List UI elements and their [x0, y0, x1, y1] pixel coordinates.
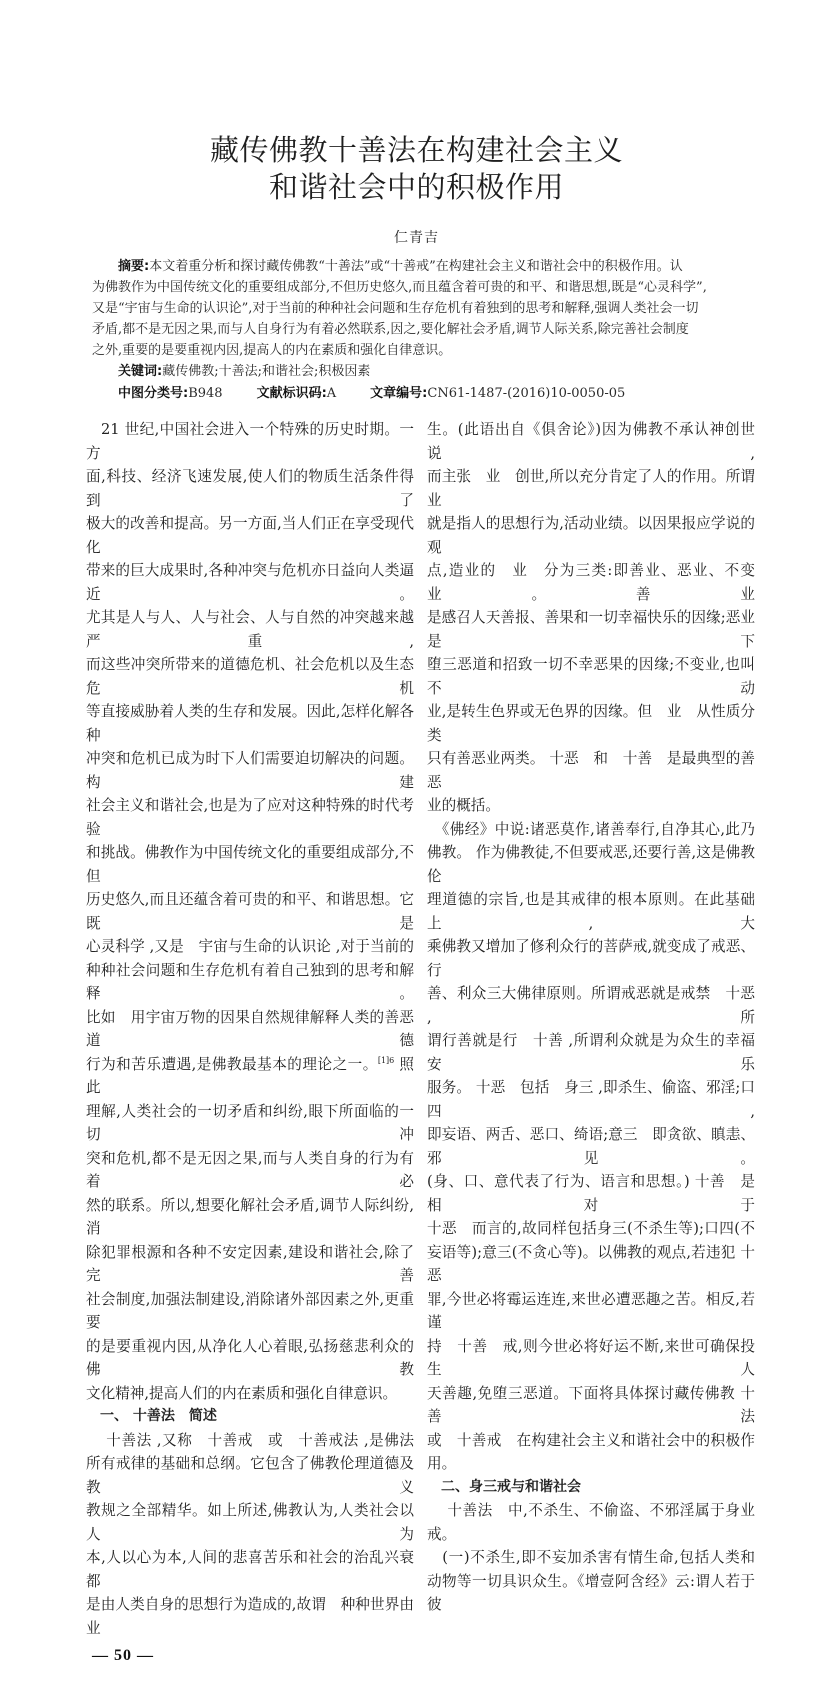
body-text-line — [86, 1429, 414, 1453]
citation-marker: [1]6 — [377, 1055, 395, 1065]
line-text: 只有善恶业两类。 十恶 和 十善 是最典型的善恶 — [427, 750, 755, 791]
line-text: 动物等一切具识众生。《增壹阿含经》云:谓人若于彼 — [427, 1572, 755, 1613]
body-text-line — [427, 935, 755, 982]
line-text: 乘佛教又增加了修利众行的菩萨戒,就变成了戒恶、行 — [427, 938, 755, 979]
clc-label: 中图分类号: — [118, 386, 189, 401]
line-text: 持 十善 戒,则今世必将好运不断,来世可确保投生人 — [427, 1337, 755, 1378]
section-heading — [86, 1405, 414, 1429]
body-text-line — [427, 606, 755, 653]
body-text-line — [86, 794, 414, 841]
line-text: 所有戒律的基础和总纲。它包含了佛教伦理道德及教义 — [86, 1455, 414, 1496]
body-text-line — [427, 1499, 755, 1546]
body-text-line — [86, 1241, 414, 1288]
line-text: 冲突和危机已成为时下人们需要迫切解决的问题。构建 — [86, 750, 414, 791]
body-text-line — [86, 653, 414, 700]
line-text: 十善法 中,不杀生、不偷盗、不邪淫属于身业戒。 — [427, 1502, 755, 1543]
line-text: 面,科技、经济飞速发展,使人们的物质生活条件得到了 — [86, 468, 414, 509]
line-text: 带来的巨大成果时,各种冲突与危机亦日益向人类逼近。 — [86, 562, 414, 603]
abstract-block — [92, 256, 748, 382]
line-text: 点,造业的 业 分为三类:即善业、恶业、不变业。善业 — [427, 562, 755, 603]
line-text: 种种社会问题和生存危机有着自己独到的思考和解释。 — [86, 961, 414, 1002]
section-heading — [427, 1476, 755, 1500]
line-text: 理解,人类社会的一切矛盾和纠纷,眼下所面临的一切冲 — [86, 1102, 414, 1143]
line-text: 《佛经》中说:诸恶莫作,诸善奉行,自净其心,此乃 — [427, 820, 755, 838]
document-code — [257, 384, 337, 404]
line-text: 尤其是人与人、人与社会、人与自然的冲突越来越严重, — [86, 609, 414, 650]
line-text: 理道德的宗旨,也是其戒律的根本原则。在此基础上,大 — [427, 891, 755, 932]
line-text: 或 十善戒 在构建社会主义和谐社会中的积极作用。 — [427, 1431, 755, 1472]
article-number-label: 文章编号: — [370, 386, 428, 401]
body-column-left — [86, 418, 414, 1640]
line-text: 是感召人天善报、善果和一切幸福快乐的因缘;恶业是下 — [427, 609, 755, 650]
body-text-line — [427, 982, 755, 1029]
article-title-line-1: 藏传佛教十善法在构建社会主义 — [209, 133, 623, 167]
body-text-line — [427, 794, 755, 818]
body-text-line — [86, 747, 414, 794]
body-text-line — [86, 1288, 414, 1335]
line-text: 业,是转生色界或无色界的因缘。但 业 从性质分类 — [427, 703, 755, 744]
body-text-line — [427, 465, 770, 512]
body-text-line — [86, 1499, 414, 1546]
line-text: 极大的改善和提高。另一方面,当人们正在享受现代化 — [86, 515, 414, 556]
line-text: (一)不杀生,即不妄加杀害有情生命,包括人类和 — [427, 1549, 755, 1566]
body-text-line — [427, 1217, 755, 1241]
body-text-line — [427, 1170, 755, 1217]
body-text-line — [86, 1194, 414, 1241]
document-code-value: A — [326, 386, 337, 401]
keywords-line — [92, 361, 748, 382]
body-text-line — [427, 1570, 755, 1617]
abstract-text: 本文着重分析和探讨藏传佛教“十善法”或“十善戒”在构建社会主义和谐社会中的积极作用。认 — [149, 259, 683, 274]
keywords-value: 藏传佛教;十善法;和谐社会;积极因素 — [162, 364, 371, 379]
line-text: 天善趣,免堕三恶道。下面将具体探讨藏传佛教 十善法 — [427, 1384, 755, 1425]
body-column-right — [427, 418, 770, 1617]
body-text-line — [427, 1382, 755, 1429]
abstract-label: 摘要: — [118, 259, 150, 274]
body-text-line — [86, 1006, 414, 1053]
line-text: 十善法 ,又称 十善戒 或 十善戒法 ,是佛法 — [86, 1431, 414, 1449]
body-text-line — [86, 1053, 414, 1100]
line-text: 行为和苦乐遭遇,是佛教最基本的理论之一。 — [86, 1055, 378, 1073]
body-text-line — [427, 1546, 755, 1570]
line-text: 社会主义和谐社会,也是为了应对这种特殊的时代考验 — [86, 797, 414, 838]
body-text-line — [86, 1100, 414, 1147]
line-text: 佛教。 作为佛教徒,不但要戒恶,还要行善,这是佛教伦 — [427, 844, 755, 885]
body-text-line — [427, 653, 755, 700]
body-text-line — [427, 1335, 755, 1382]
page-number: — 50 — — [92, 1647, 154, 1664]
body-text-line — [427, 1029, 755, 1076]
line-text: 堕三恶道和招致一切不幸恶果的因缘;不变业,也叫不动 — [427, 656, 755, 697]
line-text: 教规之全部精华。如上所述,佛教认为,人类社会以人为 — [86, 1502, 414, 1543]
line-text: 和挑战。佛教作为中国传统文化的重要组成部分,不但 — [86, 844, 414, 885]
clc-value: B948 — [188, 386, 223, 401]
article-number — [370, 384, 625, 404]
body-text-line — [427, 512, 755, 559]
line-text: 二、身三戒与和谐社会 — [427, 1478, 581, 1495]
body-text-line — [427, 841, 755, 888]
line-text: 21 世纪,中国社会进入一个特殊的历史时期。一方 — [86, 421, 414, 462]
body-text-line — [86, 559, 414, 606]
line-text: 而这些冲突所带来的道德危机、社会危机以及生态危机 — [86, 656, 414, 697]
line-text: 本,人以心为本,人间的悲喜苦乐和社会的治乱兴衰都 — [86, 1549, 414, 1590]
body-text-line — [86, 1546, 414, 1593]
article-number-value: CN61-1487-(2016)10-0050-05 — [427, 386, 626, 401]
abstract-line: 又是“宇宙与生命的认识论”,对于当前的种种社会问题和生存危机有着独到的思考和解释,强调人类社会一切 — [92, 301, 699, 316]
line-text: 突和危机,都不是无因之果,而与人类自身的行为有着必 — [86, 1149, 414, 1190]
body-text-line — [86, 512, 414, 559]
body-text-line — [427, 700, 755, 747]
line-text: 的是要重视内因,从净化人心着眼,弘扬慈悲利众的佛教 — [86, 1337, 414, 1378]
line-text: 业的概括。 — [427, 797, 500, 814]
line-text: 罪,今世必将霉运连连,来世必遭恶趣之苦。相反,若谨 — [427, 1290, 755, 1331]
body-text-line — [427, 1123, 755, 1170]
body-text-line — [427, 1076, 755, 1123]
body-text-line — [86, 1147, 414, 1194]
body-text-line — [427, 1429, 755, 1476]
line-text: 生。(此语出自《俱舍论》)因为佛教不承认神创世说, — [427, 421, 755, 462]
abstract-line: 之外,重要的是要重视内因,提高人的内在素质和强化自律意识。 — [92, 343, 452, 358]
body-text-line — [427, 559, 755, 606]
body-text-line — [427, 418, 755, 465]
line-text: 即妄语、两舌、恶口、绮语;意三 即贪欲、瞋恚、邪见。 — [427, 1126, 755, 1167]
line-text: 善、利众三大佛律原则。所谓戒恶就是戒禁 十恶 ,所 — [427, 985, 755, 1026]
line-text: 社会制度,加强法制建设,消除诸外部因素之外,更重要 — [86, 1290, 414, 1331]
body-text-line — [427, 888, 755, 935]
line-text: 文化精神,提高人们的内在素质和强化自律意识。 — [86, 1384, 398, 1402]
body-text-line — [86, 1382, 414, 1406]
line-text: 就是指人的思想行为,活动业绩。以因果报应学说的观 — [427, 515, 755, 556]
classification-row — [118, 384, 748, 404]
front-matter — [0, 132, 833, 404]
keywords-label: 关键词: — [118, 364, 163, 379]
body-text-line — [86, 606, 414, 653]
body-text-line — [86, 465, 414, 512]
body-text-line — [86, 841, 414, 888]
line-text: 除犯罪根源和各种不安定因素,建设和谐社会,除了完善 — [86, 1243, 414, 1284]
article-title-line-2: 和谐社会中的积极作用 — [268, 170, 564, 204]
body-text-line — [86, 700, 414, 747]
line-text: 心灵科学 ,又是 宇宙与生命的认识论 ,对于当前的 — [86, 938, 414, 955]
body-text-line — [86, 959, 414, 1006]
body-text-line — [86, 1335, 414, 1382]
line-text: 十恶 而言的,故同样包括身三(不杀生等);口四(不 — [427, 1220, 755, 1237]
body-text-line — [427, 818, 755, 842]
body-text-line — [427, 1288, 755, 1335]
abstract-line: 为佛教作为中国传统文化的重要组成部分,不但历史悠久,而且蕴含着可贵的和平、和谐思想,既是“心灵科学”, — [92, 280, 707, 295]
body-text-line — [86, 418, 414, 465]
line-text: 而主张 业 创世,所以充分肯定了人的作用。所谓 业 — [427, 468, 770, 509]
line-text: 服务。 十恶 包括 身三 ,即杀生、偷盗、邪淫;口四 , — [427, 1079, 755, 1120]
line-text: 等直接威胁着人类的生存和发展。因此,怎样化解各种 — [86, 703, 414, 744]
line-text: 是由人类自身的思想行为造成的,故谓 种种世界由业 — [86, 1596, 414, 1637]
body-text-line — [86, 1593, 414, 1640]
line-text-tail: 照此 — [86, 1055, 414, 1096]
line-text: 妄语等);意三(不贪心等)。以佛教的观点,若违犯 十恶 — [427, 1243, 755, 1284]
author-name: 仁青吉 — [394, 230, 439, 246]
abstract-line: 矛盾,都不是无因之果,而与人自身行为有着必然联系,因之,要化解社会矛盾,调节人际关系,除完善社会制度 — [92, 322, 689, 337]
line-text: 一、 十善法 简述 — [86, 1408, 217, 1424]
abstract-line — [92, 256, 748, 277]
body-text-line — [86, 1452, 414, 1499]
line-text: 比如 用宇宙万物的因果自然规律解释人类的善恶道德 — [86, 1008, 414, 1049]
line-text: (身、口、意代表了行为、语言和思想。) 十善 是相对于 — [427, 1173, 755, 1214]
document-code-label: 文献标识码: — [256, 386, 327, 401]
line-text: 谓行善就是行 十善 ,所谓利众就是为众生的幸福安乐 — [427, 1032, 755, 1073]
body-columns — [86, 418, 770, 1640]
body-text-line — [86, 935, 414, 959]
clc-number — [118, 384, 223, 404]
line-text: 历史悠久,而且还蕴含着可贵的和平、和谐思想。它既是 — [86, 891, 414, 932]
line-text: 然的联系。所以,想要化解社会矛盾,调节人际纠纷,消 — [86, 1196, 414, 1237]
body-text-line — [427, 747, 755, 794]
body-text-line — [427, 1241, 755, 1288]
body-text-line — [86, 888, 414, 935]
